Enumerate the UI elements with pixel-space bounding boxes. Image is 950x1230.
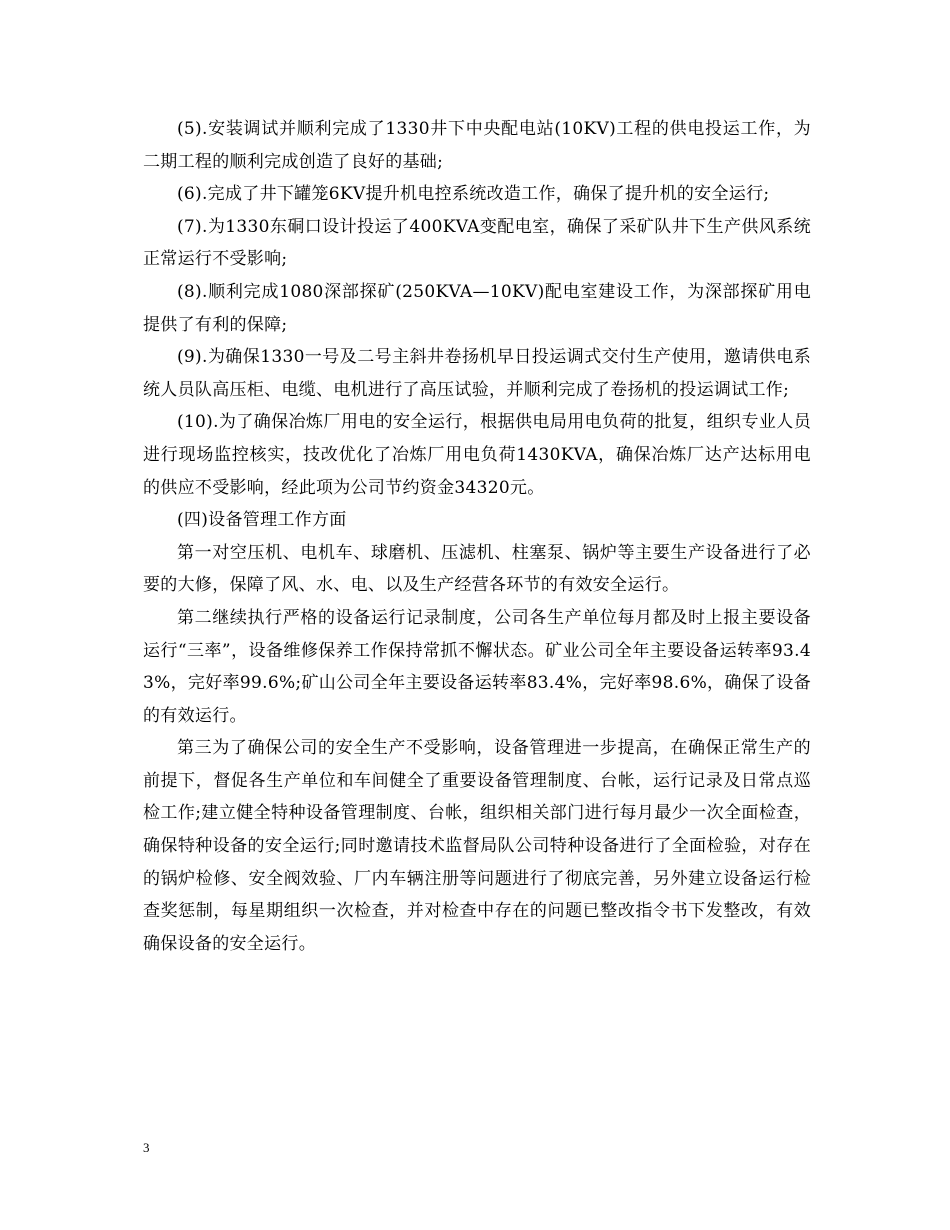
paragraph-item-5: (5).安装调试并顺利完成了1330井下中央配电站(10KV)工程的供电投运工作，为二期工程的顺利完成创造了良好的基础; <box>143 119 811 172</box>
paragraph-first: 第一对空压机、电机车、球磨机、压滤机、柱塞泵、锅炉等主要生产设备进行了必要的大修，保障了风、水、电、以及生产经营各环节的有效安全运行。 <box>143 542 811 596</box>
paragraph-item-10: (10).为了确保冶炼厂用电的安全运行，根据供电局用电负荷的批复，组织专业人员进行现场监控核实，技改优化了冶炼厂用电负荷1430KVA，确保冶炼厂达产达标用电的供应不受影响，经此项为公司节约资金34320元。 <box>143 412 811 498</box>
paragraph-item-7: (7).为1330东硐口设计投运了400KVA变配电室，确保了采矿队井下生产供风系统正常运行不受影响; <box>143 216 811 270</box>
paragraph-item-6: (6).完成了井下罐笼6KV提升机电控系统改造工作，确保了提升机的安全运行; <box>177 184 770 205</box>
document-body <box>143 113 811 960</box>
paragraph-second: 第二继续执行严格的设备运行记录制度，公司各生产单位每月都及时上报主要设备运行“三率”，设备维修保养工作保持常抓不懈状态。矿业公司全年主要设备运转率93.43%，完好率99.6%;矿山公司全年主要设备运转率83.4%，完好率98.6%，确保了设备的有效运行。 <box>143 607 811 726</box>
paragraph-item-8: (8).顺利完成1080深部探矿(250KVA—10KV)配电室建设工作，为深部探矿用电提供了有利的保障; <box>143 281 811 335</box>
section-heading-equipment: (四)设备管理工作方面 <box>177 510 347 531</box>
paragraph-item-9: (9).为确保1330一号及二号主斜井卷扬机早日投运调式交付生产使用，邀请供电系统人员队高压柜、电缆、电机进行了高压试验，并顺利完成了卷扬机的投运调试工作; <box>143 347 811 400</box>
paragraph-third: 第三为了确保公司的安全生产不受影响，设备管理进一步提高，在确保正常生产的前提下，督促各生产单位和车间健全了重要设备管理制度、台帐，运行记录及日常点巡检工作;建立健全特种设备管理制度、台帐，组织相关部门进行每月最少一次全面检查，确保特种设备的安全运行;同时邀请技术监督局队公司特种设备进行了全面检验，对存在的锅炉检修、安全阀效验、厂内车辆注册等问题进行了彻底完善，另外建立设备运行检查奖惩制，每星期组织一次检查，并对检查中存在的问题已整改指令书下发整改，有效确保设备的安全运行。 <box>143 738 811 954</box>
page-number: 3 <box>143 1140 150 1155</box>
